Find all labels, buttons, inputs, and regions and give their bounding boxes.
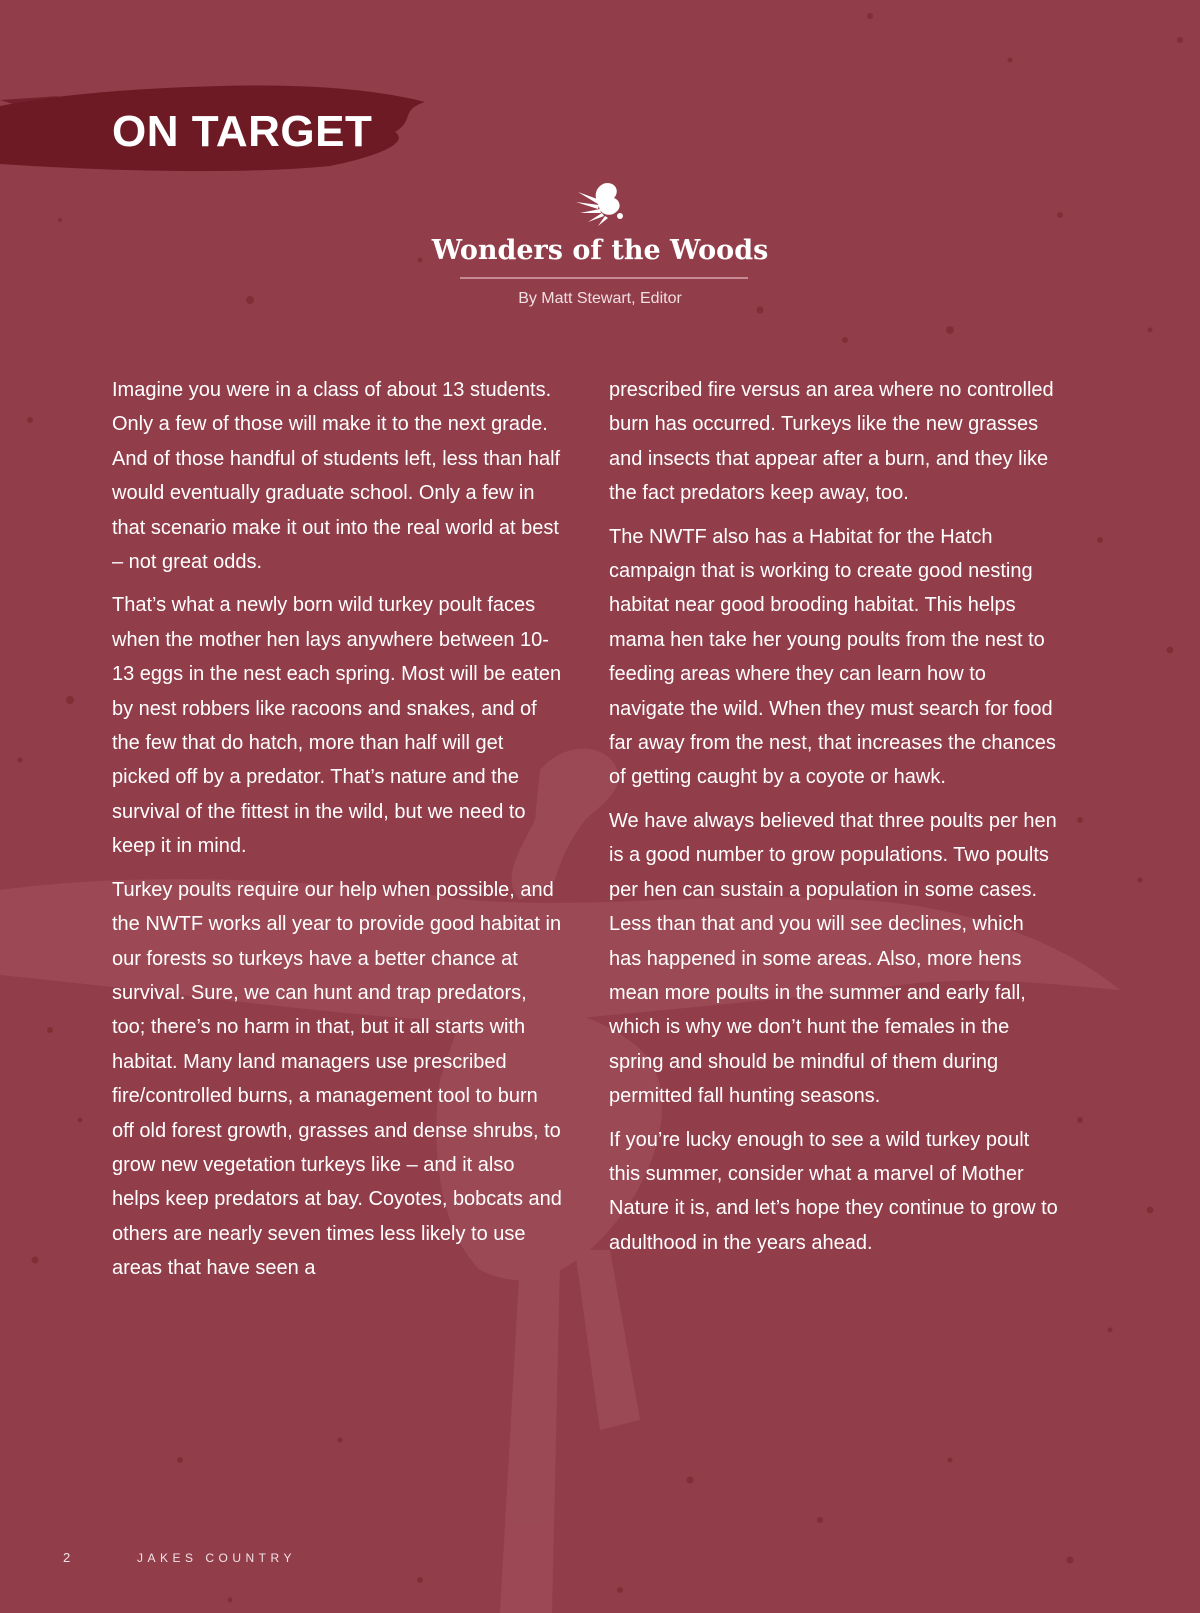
title-divider	[460, 277, 748, 279]
byline: By Matt Stewart, Editor	[518, 290, 682, 307]
paragraph: Turkey poults require our help when possible, and the NWTF works all year to provide good habitat in our forests so turkeys have a better chance at survival. Sure, we can hunt and trap predators, too; there’s no harm in that, but it all starts with habitat. Many land managers use prescribed fire/controlled burns, a management tool to burn off old forest growth, grasses and dense shrubs, to grow new vegetation turkeys like – and it also helps keep predators at bay. Coyotes, bobcats and others are nearly seven times less likely to use areas that have seen a	[112, 878, 562, 1280]
paragraph: prescribed fire versus an area where no controlled burn has occurred. Turkeys like the new grasses and insects that appear after a burn, and they like the fact predators keep away, too.	[609, 379, 1054, 505]
paragraph: That’s what a newly born wild turkey poult faces when the mother hen lays anywhere between 10-13 eggs in the nest each spring. Most will be eaten by nest robbers like racoons and snakes, and of the few that do hatch, more than half will get picked off by a predator. That’s nature and the survival of the fittest in the wild, but we need to keep it in mind.	[112, 594, 562, 858]
paragraph: If you’re lucky enough to see a wild turkey poult this summer, consider what a marvel of Mother Nature it is, and let’s hope they continue to grow to adulthood in the years ahead.	[609, 1128, 1058, 1254]
section-title: ON TARGET	[112, 107, 373, 156]
article-column-left	[112, 373, 562, 1295]
paragraph: We have always believed that three poults per hen is a good number to grow populations. Two poults per hen can sustain a population in some cases. Less than that and you will see declines, which has happened in some areas. Also, more hens mean more poults in the summer and early fall, which is why we don’t hunt the females in the spring and should be mindful of them during permitted fall hunting seasons.	[609, 809, 1057, 1108]
article-column-right	[609, 373, 1059, 1269]
paragraph: The NWTF also has a Habitat for the Hatch campaign that is working to create good nesting habitat near good brooding habitat. This helps mama hen take her young poults from the nest to feeding areas where they can learn how to navigate the wild. When they must search for food far away from the nest, that increases the chances of getting caught by a coyote or hawk.	[609, 525, 1056, 789]
paragraph: Imagine you were in a class of about 13 students. Only a few of those will make it to the next grade. And of those handful of students left, less than half would eventually graduate school. Only a few in that scenario make it out into the real world at best – not great odds.	[112, 379, 561, 574]
page-number: 2	[63, 1550, 72, 1565]
magazine-name: JAKES COUNTRY	[137, 1551, 296, 1565]
turkey-logo-icon	[574, 178, 634, 228]
article-title: Wonders of the Woods	[431, 235, 769, 266]
